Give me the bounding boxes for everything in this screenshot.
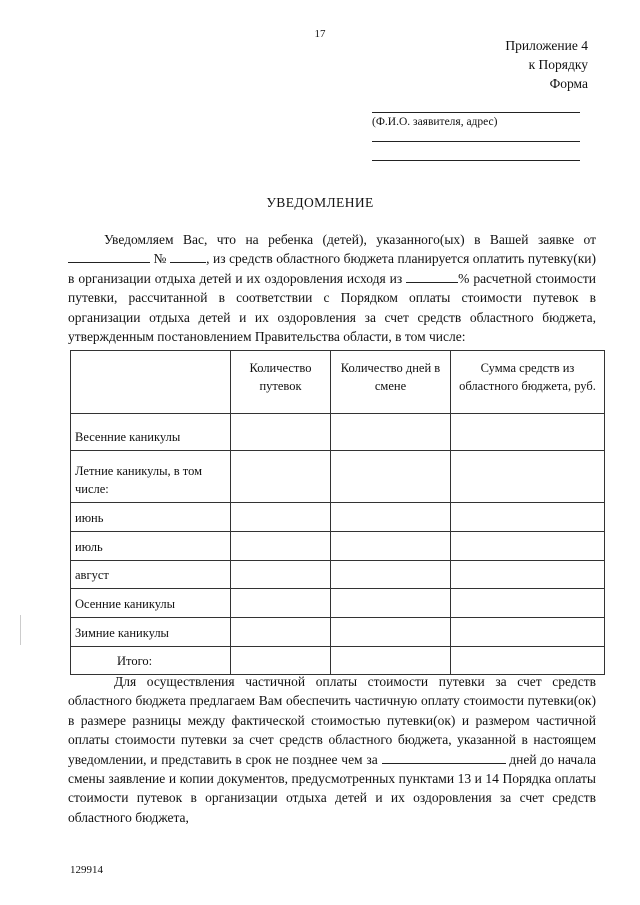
intro-line-3: путевку(ки) в организации отдыха детей и их оздоровления исходя из — [68, 251, 597, 286]
closing-text-1: Для осуществления частичной оплаты стоимости путевки за счет средств областного бюджета предлагаем Вам обеспечить частичную оплату стоимости путевки(ок) в размере разницы между фактической стоимостью путевки(ок) и размером частичной оплаты стоимости путевки за счет средств областного бюджета, указанной в настоящем уведомлении, и представить в срок не позднее чем — [68, 674, 596, 767]
appendix-line-3: Форма — [549, 76, 588, 91]
table-cell[interactable] — [451, 503, 605, 532]
table-row — [71, 589, 605, 618]
scan-artifact — [20, 615, 21, 645]
table-cell[interactable] — [231, 618, 331, 647]
row-label-june: июнь — [71, 503, 231, 532]
table-header-row — [71, 351, 605, 414]
table-row — [71, 618, 605, 647]
table-total-row — [71, 647, 605, 675]
table-cell[interactable] — [331, 647, 451, 675]
table-row — [71, 561, 605, 589]
row-label-july: июль — [71, 532, 231, 561]
table-row — [71, 532, 605, 561]
percent-sign: % — [458, 270, 470, 286]
row-label-total: Итого: — [71, 647, 231, 675]
page-number: 17 — [314, 28, 326, 40]
applicant-line-3[interactable] — [372, 160, 580, 161]
table-cell[interactable] — [331, 561, 451, 589]
applicant-block — [372, 112, 580, 161]
closing-text-2: дней до начала смены заявление и копии документов, предусмотренных пунктами 13 и 14 Порядка оплаты стоимости путевок в организации отдыха детей и их оздоровления за счет средств областного бюджета, — [68, 751, 597, 825]
intro-number-label: № — [153, 251, 167, 267]
percent-blank[interactable] — [406, 270, 458, 283]
table-cell[interactable] — [451, 561, 605, 589]
table-cell[interactable] — [231, 503, 331, 532]
table-row — [71, 503, 605, 532]
row-label-spring: Весенние каникулы — [71, 414, 231, 451]
days-blank[interactable] — [382, 751, 506, 764]
table-cell[interactable] — [451, 589, 605, 618]
table-cell[interactable] — [451, 618, 605, 647]
table-row — [71, 414, 605, 451]
applicant-line-2[interactable] — [372, 141, 580, 142]
table-cell[interactable] — [451, 647, 605, 675]
intro-paragraph — [68, 230, 596, 346]
table-cell[interactable] — [331, 618, 451, 647]
row-label-autumn: Осенние каникулы — [71, 589, 231, 618]
table-cell[interactable] — [231, 414, 331, 451]
applicant-line-1[interactable] — [372, 112, 580, 113]
table-cell[interactable] — [231, 561, 331, 589]
header-budget-amount: Сумма средств из областного бюджета, руб. — [451, 351, 605, 414]
intro-line-2: , из средств областного бюджета планируется оплатить — [206, 251, 525, 267]
header-empty-cell — [71, 351, 231, 414]
header-days-in-shift: Количество дней в смене — [331, 351, 451, 414]
table-cell[interactable] — [231, 589, 331, 618]
row-label-winter: Зимние каникулы — [71, 618, 231, 647]
table-cell[interactable] — [231, 532, 331, 561]
row-label-summer: Летние каникулы, в том числе: — [71, 451, 231, 503]
table-cell[interactable] — [331, 503, 451, 532]
intro-line-4: расчетной стоимости путевки, рассчитанной в соответствии с Порядком оплаты стоимости путевок в организации отдыха детей и их оздоровления за счет средств областного бюджета, утвержденным постановлением Правительства области, в том числе: — [68, 270, 597, 345]
applicant-label: (Ф.И.О. заявителя, адрес) — [372, 116, 498, 128]
row-label-august: август — [71, 561, 231, 589]
closing-paragraph — [68, 672, 596, 827]
vouchers-table — [70, 350, 605, 675]
footer-code: 129914 — [70, 864, 103, 876]
table-cell[interactable] — [231, 647, 331, 675]
table-cell[interactable] — [451, 414, 605, 451]
appendix-line-2: к Порядку — [528, 57, 588, 72]
appendix-line-1: Приложение 4 — [505, 38, 588, 53]
table-cell[interactable] — [331, 532, 451, 561]
table-cell[interactable] — [231, 451, 331, 503]
table-row — [71, 451, 605, 503]
application-date-blank[interactable] — [68, 250, 150, 263]
document-title: УВЕДОМЛЕНИЕ — [266, 195, 374, 210]
appendix-header — [505, 36, 588, 93]
intro-line-1: Уведомляем Вас, что на ребенка (детей), указанного(ых) в Вашей заявке — [104, 232, 575, 247]
table-cell[interactable] — [451, 451, 605, 503]
table-cell[interactable] — [451, 532, 605, 561]
closing-za-label: за — [366, 751, 378, 767]
table-cell[interactable] — [331, 589, 451, 618]
intro-from-label: от — [583, 232, 597, 247]
table-cell[interactable] — [331, 451, 451, 503]
header-vouchers-count: Количество путевок — [231, 351, 331, 414]
table-cell[interactable] — [331, 414, 451, 451]
application-number-blank[interactable] — [170, 250, 206, 263]
